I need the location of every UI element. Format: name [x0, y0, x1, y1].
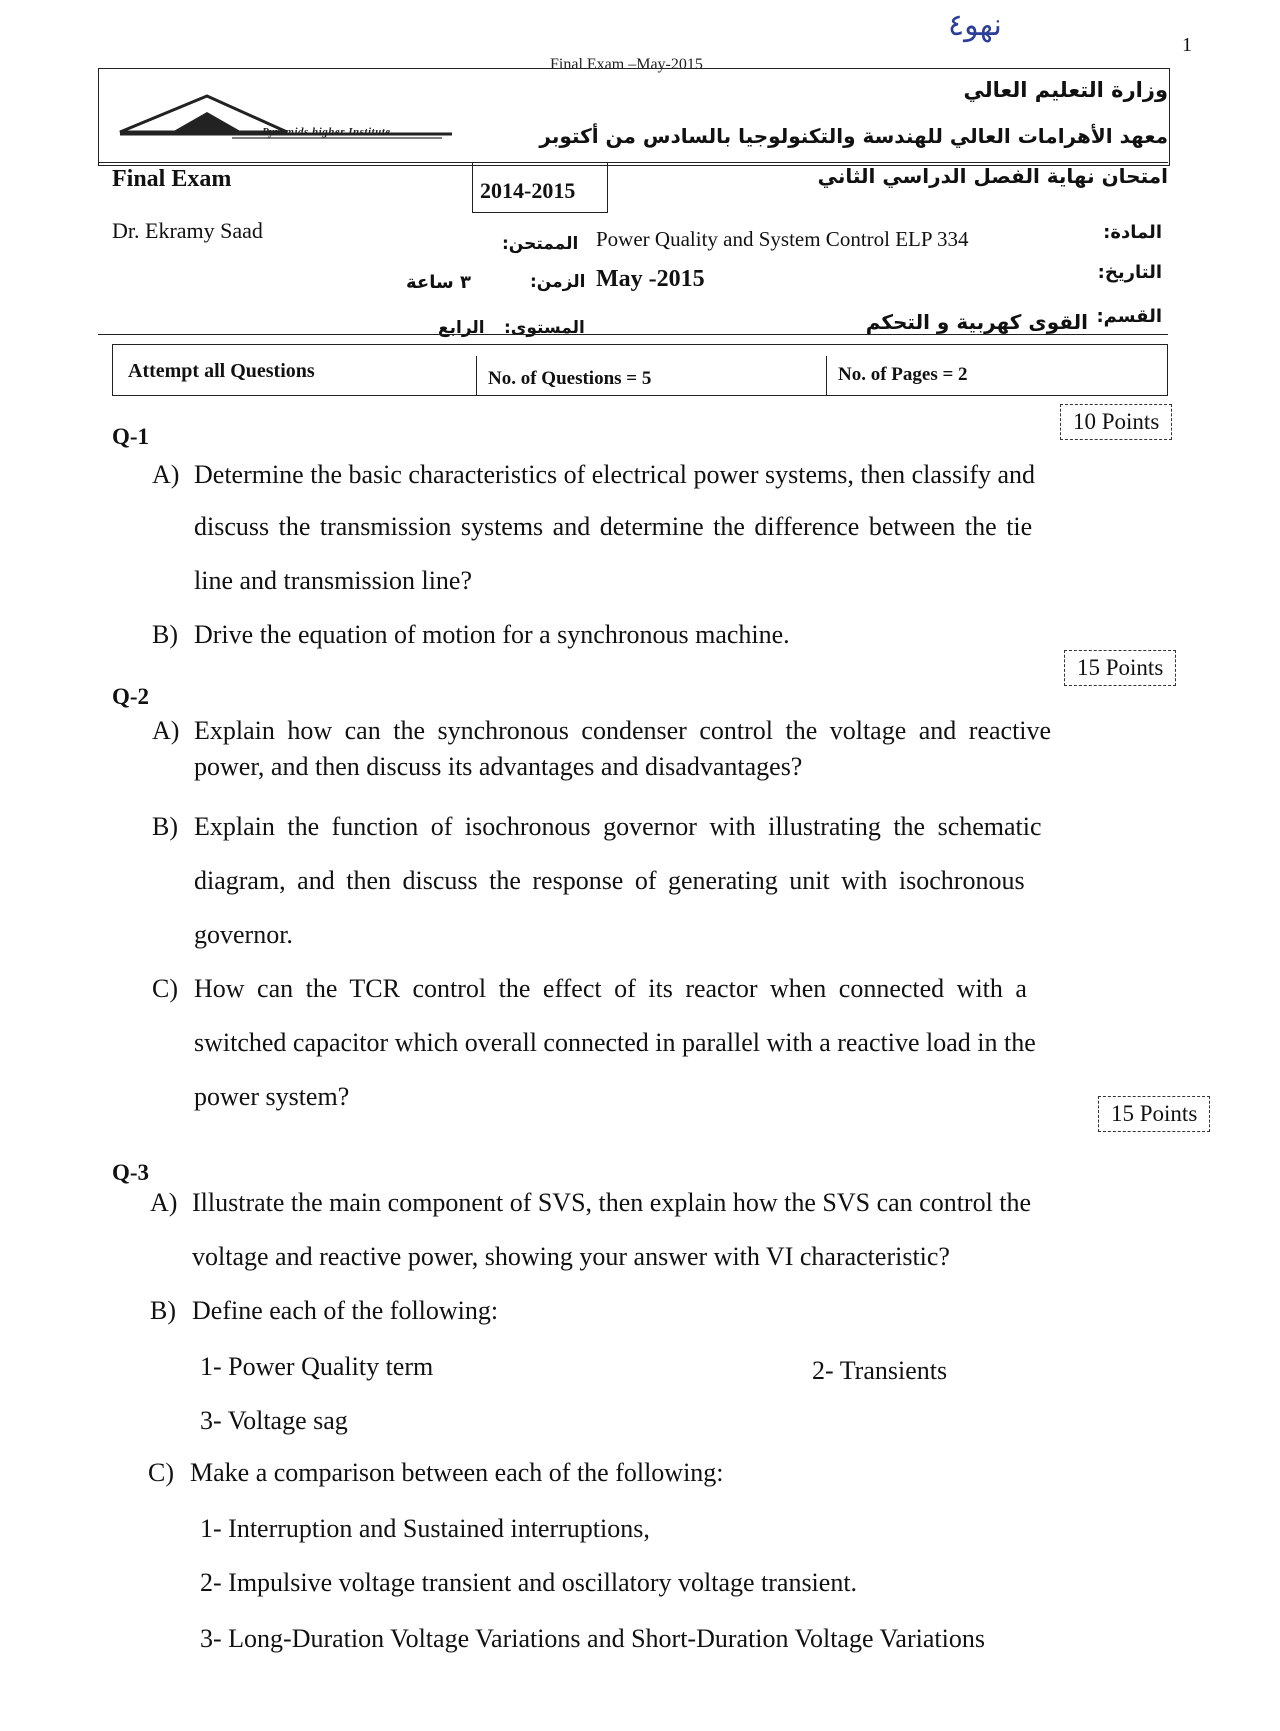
examiner-label: الممتحن:: [502, 234, 579, 254]
logo-text: Pyramids higher Institute: [262, 126, 391, 138]
q1-a-line3: line and transmission line?: [194, 566, 473, 595]
q3-a-line2: voltage and reactive power, showing your answer with VI characteristic?: [192, 1242, 950, 1271]
q1-points: 10 Points: [1060, 404, 1172, 440]
q2-label: Q-2: [112, 684, 150, 709]
q2-a-line1: Explain how can the synchronous condenser control the voltage and reactive: [194, 716, 1052, 745]
q2-c-marker: C): [152, 974, 178, 1003]
q2-b-line1: Explain the function of isochronous governor with illustrating the schematic: [194, 812, 1042, 841]
num-questions-label: No. of Questions = 5: [488, 368, 652, 389]
time-value: ٣ ساعة: [406, 272, 471, 293]
table-divider-1: [476, 356, 477, 396]
table-divider-2: [826, 356, 827, 396]
institute-name: معهد الأهرامات العالي للهندسة والتكنولوجيا بالسادس من أكتوبر: [539, 124, 1168, 148]
exam-title-top: Final Exam –May-2015: [550, 56, 703, 73]
q1-a-marker: A): [152, 460, 180, 489]
q1-b-marker: B): [152, 620, 178, 649]
q3-a-marker: A): [150, 1188, 178, 1217]
date-value: May -2015: [596, 266, 705, 292]
q2-a-marker: A): [152, 716, 180, 745]
q2-b-line2: diagram, and then discuss the response of generating unit with isochronous: [194, 866, 1025, 895]
divider-line: [98, 334, 1168, 335]
q3-points: 15 Points: [1098, 1096, 1210, 1132]
q3-b-item-2: 2- Transients: [812, 1356, 948, 1385]
q2-a-line2: power, and then discuss its advantages and disadvantages?: [194, 752, 803, 781]
level-label: المستوى:: [504, 318, 585, 338]
q1-a-line2: discuss the transmission systems and determine the difference between the tie: [194, 512, 1033, 541]
q3-b-item-1: 1- Power Quality term: [200, 1352, 434, 1381]
q3-c-item-1: 1- Interruption and Sustained interruptions,: [200, 1514, 650, 1543]
num-pages-label: No. of Pages = 2: [838, 364, 968, 385]
examiner-name: Dr. Ekramy Saad: [112, 218, 263, 243]
year-label: 2014-2015: [480, 178, 576, 203]
department-value: القوى كهربية و التحكم: [865, 310, 1088, 334]
q2-b-marker: B): [152, 812, 178, 841]
attempt-all-label: Attempt all Questions: [128, 360, 315, 382]
department-label: القسم:: [1096, 306, 1162, 327]
q2-c-line2: switched capacitor which overall connected in parallel with a reactive load in the: [194, 1028, 1036, 1057]
q3-b-line1: Define each of the following:: [192, 1296, 499, 1325]
q3-a-line1: Illustrate the main component of SVS, then explain how the SVS can control the: [192, 1188, 1032, 1217]
q1-b-line1: Drive the equation of motion for a synchronous machine.: [194, 620, 790, 649]
q2-points: 15 Points: [1064, 650, 1176, 686]
q2-c-line3: power system?: [194, 1082, 350, 1111]
q2-b-line3: governor.: [194, 920, 293, 949]
level-value: الرابع: [438, 318, 485, 338]
handwritten-mark: نهو٤: [948, 8, 1002, 43]
final-exam-label: Final Exam: [112, 166, 232, 192]
q1-a-line1: Determine the basic characteristics of electrical power systems, then classify and: [194, 460, 1036, 489]
date-label: التاريخ:: [1097, 262, 1162, 283]
q3-c-marker: C): [148, 1458, 174, 1487]
pyramid-logo: [112, 90, 462, 150]
ministry-name: وزارة التعليم العالي: [963, 78, 1168, 102]
q3-label: Q-3: [112, 1160, 150, 1185]
q3-c-item-2: 2- Impulsive voltage transient and oscillatory voltage transient.: [200, 1568, 858, 1597]
page-number: 1: [1182, 34, 1192, 56]
q3-b-marker: B): [150, 1296, 176, 1325]
exam-arabic: امتحان نهاية الفصل الدراسي الثاني: [817, 164, 1168, 188]
q1-label: Q-1: [112, 424, 150, 449]
q3-b-item-3: 3- Voltage sag: [200, 1406, 348, 1435]
subject-value: Power Quality and System Control ELP 334: [596, 227, 969, 251]
q2-c-line1: How can the TCR control the effect of its reactor when connected with a: [194, 974, 1027, 1003]
time-label: الزمن:: [530, 272, 586, 292]
q3-c-item-3: 3- Long-Duration Voltage Variations and Short-Duration Voltage Variations: [200, 1624, 985, 1653]
subject-label: المادة:: [1103, 222, 1162, 243]
q3-c-line1: Make a comparison between each of the following:: [190, 1458, 724, 1487]
